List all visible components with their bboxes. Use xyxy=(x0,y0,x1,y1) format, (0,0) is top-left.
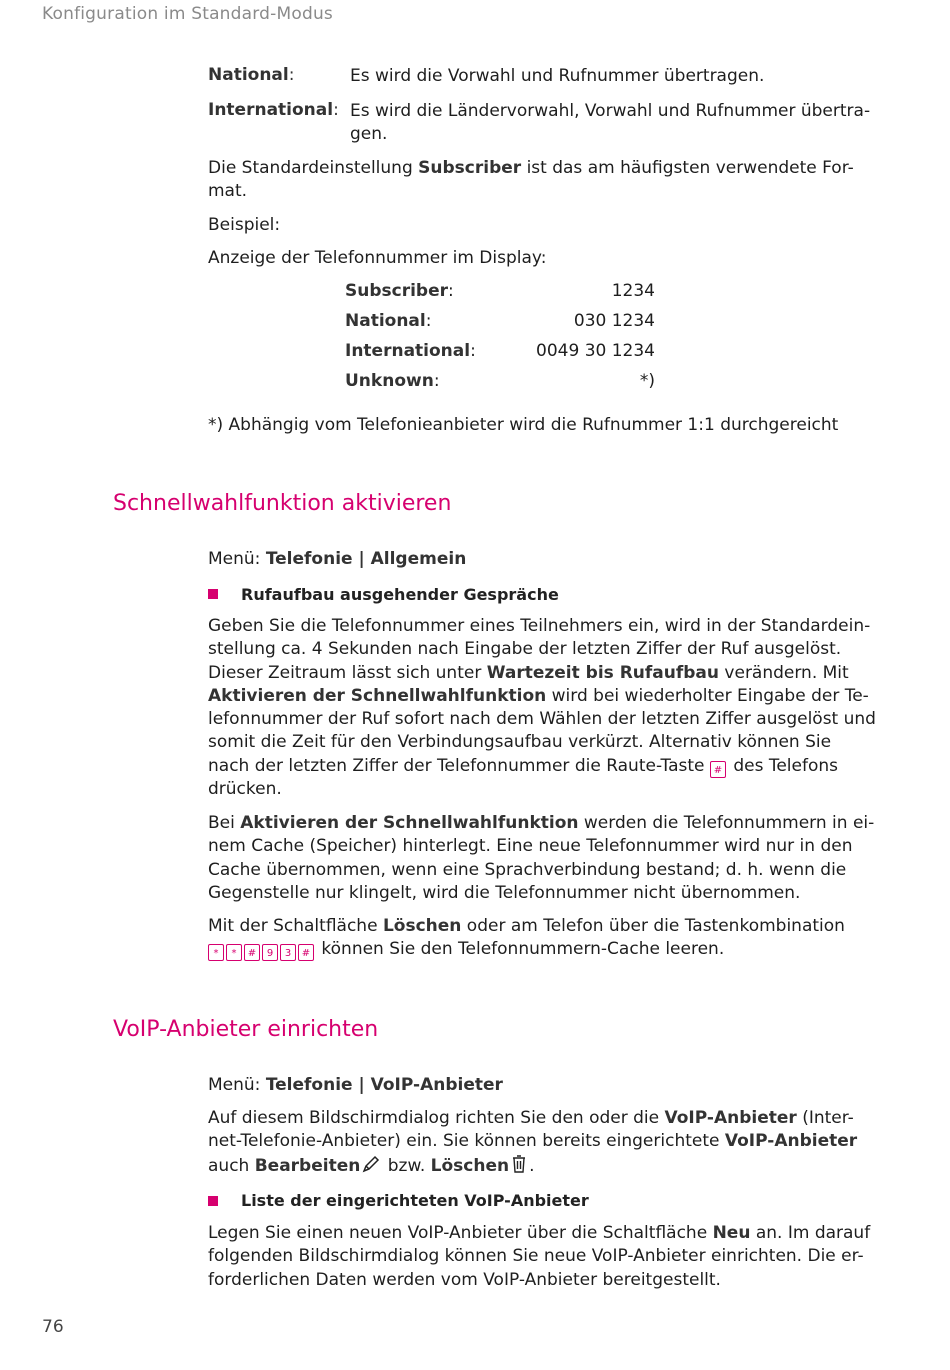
digit-key-icon: 9 xyxy=(262,944,278,961)
example-value-international: 0049 30 1234 xyxy=(536,341,655,361)
example-value-unknown: *) xyxy=(639,371,655,391)
section-heading-voip: VoIP-Anbieter einrichten xyxy=(113,1017,379,1042)
example-value-subscriber: 1234 xyxy=(611,281,655,301)
definition-text-international: Es wird die Ländervorwahl, Vorwahl und Rufnummer übertra- gen. xyxy=(350,101,871,144)
paragraph-loeschen: Mit der Schaltfläche Löschen oder am Telefon über die Tastenkombination * * # 9 3 # können Sie den Telefonnummern-Cache leeren. xyxy=(208,916,845,960)
bullet-square-icon xyxy=(208,1196,218,1206)
example-label-subscriber: Subscriber: xyxy=(345,281,454,301)
display-intro: Anzeige der Telefonnummer im Display: xyxy=(208,248,547,268)
example-label-national: National: xyxy=(345,311,432,331)
paragraph-voip-intro: Auf diesem Bildschirmdialog richten Sie den oder die VoIP-Anbieter (Inter- net-Telefonie-Anbieter) ein. Sie können bereits eingerichtete VoIP-Anbieter auch Bearbeiten bzw. Löschen . xyxy=(208,1107,898,1181)
example-value-national: 030 1234 xyxy=(573,311,655,331)
bullet-rufaufbau: Rufaufbau ausgehender Gespräche xyxy=(241,585,559,604)
footnote: *) Abhängig vom Telefonieanbieter wird die Rufnummer 1:1 durchgereicht xyxy=(208,415,839,435)
bullet-voip-liste: Liste der eingerichteten VoIP-Anbieter xyxy=(241,1191,589,1210)
star-key-icon: * xyxy=(208,944,224,961)
intro-paragraph: Die Standardeinstellung Subscriber ist das am häufigsten verwendete For- mat. xyxy=(208,158,854,202)
definition-text-national: Es wird die Vorwahl und Rufnummer übertragen. xyxy=(350,66,765,86)
beispiel-label: Beispiel: xyxy=(208,215,281,235)
menu-path-voip: Menü: Telefonie | VoIP-Anbieter xyxy=(208,1075,503,1095)
menu-path-allgemein: Menü: Telefonie | Allgemein xyxy=(208,549,467,569)
example-label-international: International: xyxy=(345,341,476,361)
running-header: Konfiguration im Standard-Modus xyxy=(42,4,333,24)
digit-key-icon: 3 xyxy=(280,944,296,961)
trash-icon xyxy=(509,1154,529,1181)
paragraph-cache: Bei Aktivieren der Schnellwahlfunktion werden die Telefonnummern in ei- nem Cache (Speicher) hinterlegt. Eine neue Telefonnummer wird nur in den Cache übernommen, wenn eine Sprachverbindung bestand; d. h. wenn die Gegenstelle nur klingelt, wird die Telefonnummer nicht übernommen. xyxy=(208,813,875,903)
definition-term-international: International: xyxy=(208,100,339,120)
definition-term-national: National: xyxy=(208,65,295,85)
page-number: 76 xyxy=(42,1317,64,1337)
pencil-icon xyxy=(360,1154,382,1181)
key-sequence xyxy=(208,939,316,959)
hash-key-icon: # xyxy=(710,761,726,778)
bullet-square-icon xyxy=(208,589,218,599)
hash-key-icon: # xyxy=(298,944,314,961)
example-label-unknown: Unknown: xyxy=(345,371,440,391)
section-heading-schnellwahl: Schnellwahlfunktion aktivieren xyxy=(113,491,452,516)
paragraph-voip-neu: Legen Sie einen neuen VoIP-Anbieter über die Schaltfläche Neu an. Im darauf folgenden Bildschirmdialog können Sie neue VoIP-Anbieter einrichten. Die er- forderlichen Daten werden vom VoIP-Anbieter bereitgestellt. xyxy=(208,1223,871,1290)
paragraph-rufaufbau: Geben Sie die Telefonnummer eines Teilnehmers ein, wird in der Standardein- stellung ca. 4 Sekunden nach Eingabe der letzten Ziffer der Ruf ausgelöst. Dieser Zeitraum lässt sich unter Wartezeit bis Rufaufbau verändern. Mit Aktivieren der Schnellwahlfunktion wird bei wiederholter Eingabe der Te- lefonnummer der Ruf sofort nach dem Wählen der letzten Ziffer ausgelöst und somit die Zeit für den Verbindungsaufbau verkürzt. Alternativ können Sie nach der letzten Ziffer der Telefonnummer die Raute-Taste # des Telefons drücken. xyxy=(208,616,876,800)
star-key-icon: * xyxy=(226,944,242,961)
hash-key-icon: # xyxy=(244,944,260,961)
